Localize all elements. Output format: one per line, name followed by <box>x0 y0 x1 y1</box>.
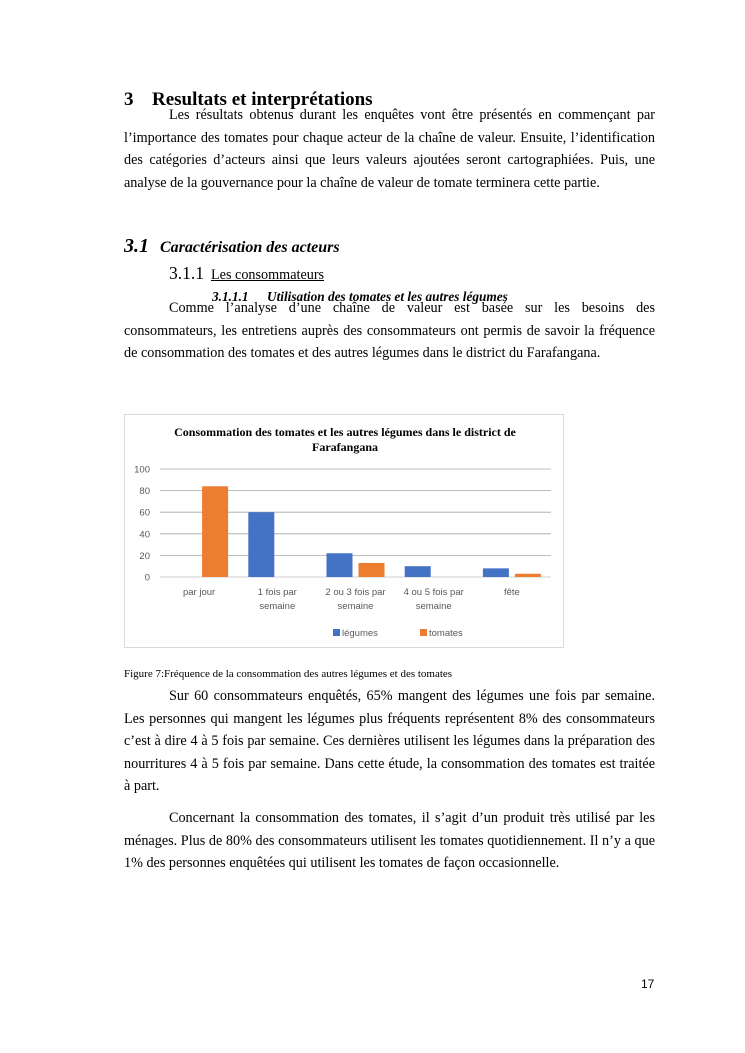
y-tick-label: 40 <box>139 529 150 541</box>
subsection-heading <box>124 235 340 258</box>
figure-caption: Figure 7:Fréquence de la consommation des autres légumes et des tomates <box>124 668 453 680</box>
subsubsection-heading <box>169 263 324 284</box>
x-category-label: 4 ou 5 fois par <box>403 587 464 598</box>
results-paragraph-2: Concernant la consommation des tomates, il s’agit d’un produit très utilisé par les ménages. Plus de 80% des consommateurs utilisent les tomates quotidiennement. Il n’y a que 1% des personnes enquêtées qui utilisent les tomates de façon occasionnelle. <box>124 810 655 872</box>
bar-légumes-1 <box>248 512 274 577</box>
x-category-label: fête <box>503 587 520 598</box>
subsubsubsection-number: 3.1.1.1 <box>212 289 249 304</box>
section-title: Resultats et interprétations <box>152 89 373 110</box>
y-tick-label: 80 <box>139 486 150 498</box>
subsection-number: 3.1 <box>124 235 149 257</box>
results-paragraph-1: Sur 60 consommateurs enquêtés, 65% mangent des légumes une fois par semaine. Les personnes qui mangent les légumes plus fréquents représentent 8% des consommateurs c’est à dire 4 à 5 fois par semaine. Ces dernières utilisent les légumes dans la préparation des nourritures 4 à 5 fois par semaine. Dans cette étude, la consommation des tomates est traitée à part. <box>124 688 655 795</box>
legend-swatch-tomates <box>420 629 427 636</box>
legend-label-légumes: légumes <box>342 628 378 639</box>
subsubsubsection-title: Utilisation des tomates et les autres légumes <box>267 289 508 304</box>
y-tick-label: 60 <box>139 507 150 519</box>
x-category-label: semaine <box>337 601 374 612</box>
bar-légumes-4 <box>483 568 509 577</box>
bar-tomates-0 <box>202 486 228 577</box>
bar-tomates-2 <box>359 563 385 577</box>
section-number: 3 <box>124 89 134 110</box>
x-category-label: par jour <box>182 587 216 598</box>
intro-paragraph: Les résultats obtenus durant les enquêtes vont être présentés en commençant par l’importance des tomates pour chaque acteur de la chaîne de valeur. Ensuite, l’identification des catégories d’acteurs ainsi que leurs valeurs ajoutées seront cartographiées. Puis, une analyse de la gouvernance pour la chaîne de valeur de tomate terminera cette partie. <box>124 107 655 191</box>
consumption-chart <box>124 414 564 648</box>
y-tick-label: 20 <box>139 550 150 562</box>
consumers-paragraph: Comme l’analyse d’une chaîne de valeur est basée sur les besoins des consommateurs, les entretiens auprès des consommateurs ont permis de savoir la fréquence de consommation des tomates et des autres légumes dans le district du Farafangana. <box>124 300 655 362</box>
bar-tomates-4 <box>515 574 541 577</box>
subsection-title: Caractérisation des acteurs <box>160 239 340 256</box>
bar-légumes-2 <box>327 553 353 577</box>
x-category-label: 1 fois par <box>257 587 297 598</box>
x-category-label: semaine <box>259 601 296 612</box>
chart-plot <box>125 415 565 649</box>
page-number: 17 <box>641 977 655 991</box>
chart-title: Consommation des tomates et les autres légumes dans le district de Farafangana <box>174 425 516 454</box>
x-category-label: semaine <box>415 601 452 612</box>
subsubsection-number: 3.1.1 <box>169 263 204 283</box>
y-tick-label: 100 <box>134 464 150 476</box>
y-tick-label: 0 <box>144 572 150 584</box>
subsubsection-title: Les consommateurs <box>211 267 325 283</box>
legend-swatch-légumes <box>333 629 340 636</box>
x-category-label: 2 ou 3 fois par <box>325 587 386 598</box>
bar-légumes-3 <box>405 566 431 577</box>
legend-label-tomates: tomates <box>429 628 463 639</box>
